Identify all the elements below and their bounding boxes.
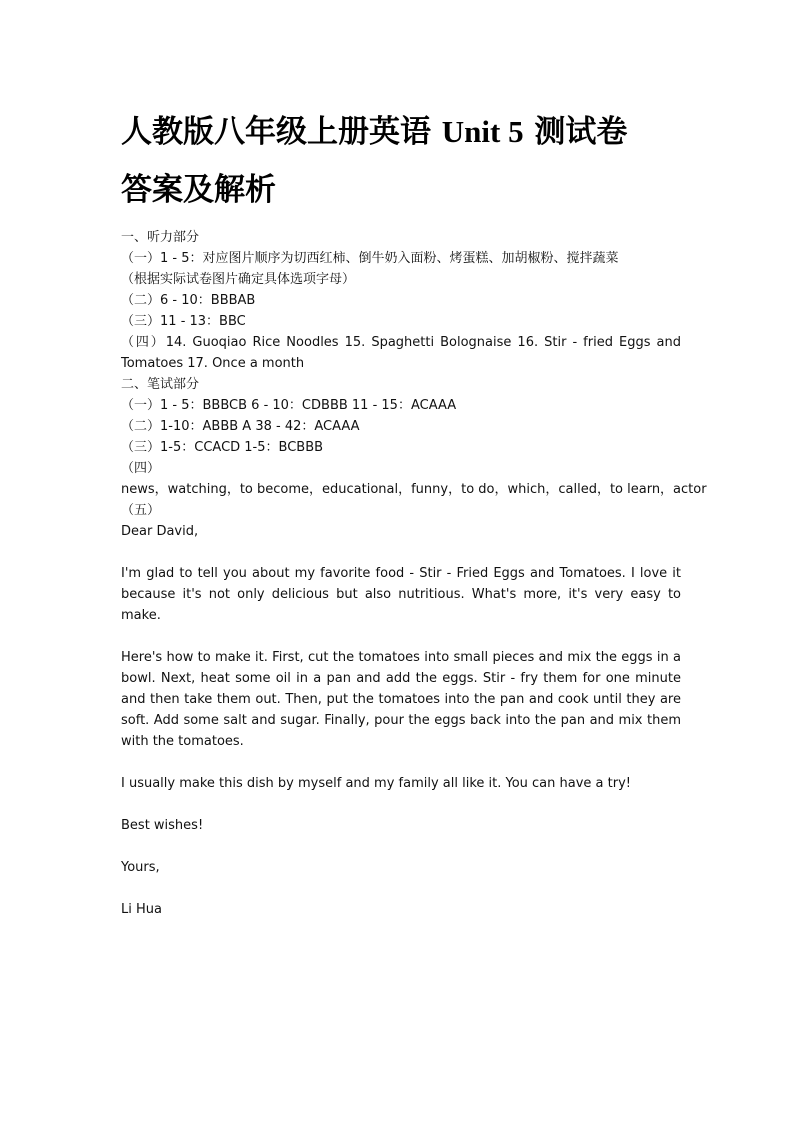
title-chinese-part: 人教版八年级上册英语 xyxy=(121,114,431,150)
paragraph-gap xyxy=(121,752,681,773)
listening-part-1 xyxy=(121,248,681,269)
part-text: 6 - 10：BBBAB xyxy=(160,293,256,308)
letter-paragraph-1: I'm glad to tell you about my favorite food - Stir - Fried Eggs and Tomatoes. I love it because it's not only delicious but also nutritious. What's more, it's very easy to make. xyxy=(121,566,681,623)
letter-greeting: Dear David, xyxy=(121,524,199,539)
letter-yours: Yours, xyxy=(121,860,160,875)
part-prefix: （一） xyxy=(121,398,161,413)
written-part-4-prefix: （四） xyxy=(121,461,161,476)
written-part-1 xyxy=(121,395,681,416)
part-prefix: （三） xyxy=(121,440,161,455)
title-chinese-suffix: 测试卷 xyxy=(534,114,628,150)
title-line-2: 答案及解析 xyxy=(121,172,276,208)
written-part-4-words: news，watching，to become，educational，funny，to do，which，called，to learn，actor xyxy=(121,482,707,497)
written-part-3 xyxy=(121,437,681,458)
part-prefix: （三） xyxy=(121,314,161,329)
title-line-1 xyxy=(121,103,681,161)
listening-part-2 xyxy=(121,290,681,311)
part-text: 11 - 13：BBC xyxy=(160,314,246,329)
letter-signature: Li Hua xyxy=(121,902,162,917)
part-prefix: （四） xyxy=(121,335,166,350)
section-heading-listening: 一、听力部分 xyxy=(121,230,200,245)
paragraph-gap xyxy=(121,626,681,647)
paragraph-gap xyxy=(121,542,681,563)
title-unit: Unit 5 xyxy=(441,114,524,149)
part-text: 1-10：ABBB A 38 - 42：ACAAA xyxy=(160,419,360,434)
part-text: 1-5：CCACD 1-5：BCBBB xyxy=(160,440,324,455)
part-prefix: （一） xyxy=(121,251,161,266)
document-title xyxy=(121,103,681,219)
paragraph-gap xyxy=(121,794,681,815)
listening-part-1-note: （根据实际试卷图片确定具体选项字母） xyxy=(121,272,356,287)
listening-part-3 xyxy=(121,311,681,332)
listening-part-4 xyxy=(121,332,681,374)
part-text: 对应图片顺序为切西红柿、倒牛奶入面粉、烤蛋糕、加胡椒粉、搅拌蔬菜 xyxy=(202,251,619,266)
letter-paragraph-3: I usually make this dish by myself and my family all like it. You can have a try! xyxy=(121,776,631,791)
part-range: 1 - 5： xyxy=(160,251,203,266)
paragraph-gap xyxy=(121,878,681,899)
section-heading-written: 二、笔试部分 xyxy=(121,377,200,392)
part-prefix: （二） xyxy=(121,419,161,434)
paragraph-gap xyxy=(121,836,681,857)
document-page xyxy=(121,103,707,920)
document-body xyxy=(121,227,707,920)
part-text: 1 - 5：BBBCB 6 - 10：CDBBB 11 - 15：ACAAA xyxy=(160,398,457,413)
letter-paragraph-2: Here's how to make it. First, cut the tomatoes into small pieces and mix the eggs in a bowl. Next, heat some oil in a pan and add the eggs. Stir - fry them for one minute and then take them out. Then, put the tomatoes into the pan and cook until they are soft. Add some salt and sugar. Finally, pour the eggs back into the pan and mix them with the tomatoes. xyxy=(121,650,681,749)
letter-closing: Best wishes! xyxy=(121,818,204,833)
part-text: 14. Guoqiao Rice Noodles 15. Spaghetti Bolognaise 16. Stir - fried Eggs and Tomatoes 17. Once a month xyxy=(121,335,681,371)
written-part-5-prefix: （五） xyxy=(121,503,161,518)
part-prefix: （二） xyxy=(121,293,161,308)
written-part-2 xyxy=(121,416,681,437)
